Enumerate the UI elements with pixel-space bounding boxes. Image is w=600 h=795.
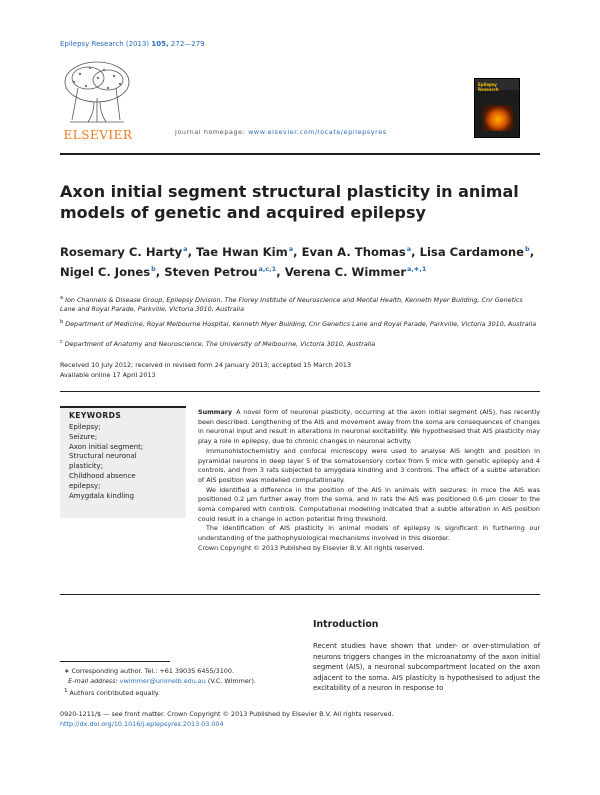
journal-year: (2013) [125, 40, 150, 48]
author[interactable]: Rosemary C. Harty$^a$, [60, 244, 192, 259]
author[interactable]: Lisa Cardamone$^b$, [419, 244, 535, 259]
keyword: Seizure; [69, 432, 98, 441]
section-heading-introduction: Introduction [313, 619, 379, 630]
keyword: Structural neuronal [69, 452, 137, 461]
abstract-paragraph: Summary A novel form of neuronal plasticity, occurring at the axon initial segment (AIS), has recently been described. Lengthening of the AIS and movement away from the soma are consequences of changes in neuronal input and result in alterations in neuronal excitability. We hypothesised that AIS plasticity may play a role in epilepsy, due to chronic changes in neuronal activity. [198, 408, 540, 446]
affiliation: $^a$ Ion Channels & Disease Group, Epilepsy Division, The Florey Institute of Neuroscience and Mental Health, Kenneth Myer Building, Cnr Genetics Lane and Royal Parade, Parkville, Victoria 3010, Australia [60, 295, 523, 314]
contribution-note: $^1$ Authors contributed equally. [64, 688, 160, 698]
author[interactable]: Evan A. Thomas$^a$, [301, 244, 416, 259]
author[interactable]: Nigel C. Jones$^b$, [60, 264, 161, 279]
journal-homepage [175, 128, 387, 136]
issn-line: 0920-1211/$ — see front matter. Crown Copyright © 2013 Published by Elsevier B.V. All rights reserved. [60, 710, 394, 718]
footnote-rule [60, 661, 170, 662]
abstract-paragraph: We identified a difference in the position of the AIS in animals with seizures: in mice the AIS was positioned 0.2 μm further away from the soma, and in rats the AIS was positioned 0.6 μm closer to the soma compared with controls. Computational modelling indicated that a subtle alteration in AIS position could result in a change in action potential firing threshold. [198, 485, 540, 523]
publisher-wordmark: ELSEVIER [63, 128, 133, 142]
keywords-list [69, 423, 183, 501]
journal-pages: 272—279 [170, 40, 205, 48]
abstract-lead: Summary [198, 408, 233, 416]
keyword: plasticity; [69, 462, 104, 471]
footnotes [60, 666, 300, 699]
received-dates: Received 10 July 2012; received in revised form 24 January 2013; accepted 15 March 2013 [60, 361, 352, 369]
email-note: E-mail address: vwimmer@unimelb.edu.au (V.C. Wimmer). [68, 677, 256, 686]
keyword: Axon initial segment; [69, 442, 144, 451]
cover-title: Epilepsy Research [478, 82, 499, 92]
keyword: Amygdala kindling [69, 491, 135, 500]
article-dates [60, 361, 351, 380]
homepage-link[interactable]: www.elsevier.com/locate/epilepsyres [248, 128, 387, 136]
author[interactable]: Verena C. Wimmer$^{a,∗,1}$ [284, 264, 427, 279]
homepage-label: journal homepage: [175, 128, 246, 136]
abstract-paragraph: Immunohistochemistry and confocal microscopy were used to analyse AIS length and position in pyramidal neurons in deep layer 5 of the somatosensory cortex from 5 mice with genetic epilepsy and 4 controls, and from 3 rats subjected to amygdala kindling and 3 controls. The effect of a subtle alteration of AIS position was modelled computationally. [198, 446, 540, 484]
online-date: Available online 17 April 2013 [60, 370, 156, 379]
abstract-rule [60, 594, 540, 595]
journal-volume: 105, [151, 40, 169, 48]
doi-link[interactable]: http://dx.doi.org/10.1016/j.eplepsyres.2013.03.004 [60, 720, 224, 728]
keywords-heading: KEYWORDS [69, 411, 122, 420]
front-matter-footer [60, 709, 540, 729]
keyword: Childhood absence [69, 471, 136, 480]
abstract-copyright: Crown Copyright © 2013 Published by Elsevier B.V. All rights reserved. [198, 543, 425, 552]
author[interactable]: Tae Hwan Kim$^a$, [196, 244, 298, 259]
journal-citation[interactable] [60, 40, 205, 48]
article-title: Axon initial segment structural plasticity in animal models of genetic and acquired epilepsy [60, 182, 519, 222]
email-link[interactable]: vwimmer@unimelb.edu.au [119, 677, 206, 686]
journal-cover-image [474, 78, 520, 138]
journal-name: Epilepsy Research [60, 40, 124, 48]
dates-rule [60, 391, 540, 392]
header-rule [60, 153, 540, 155]
affiliation: $^c$ Department of Anatomy and Neuroscience, The University of Melbourne, Victoria 3010, Australia [60, 339, 376, 349]
introduction-text: Recent studies have shown that under- or over-stimulation of neurons triggers changes in the microanatomy of the axon initial segment (AIS), a neuronal subcompartment located on the axon adjacent to the soma. AIS plasticity is hypothesised to adjust the excitability of a neuron in response to [313, 642, 540, 693]
keyword: epilepsy; [69, 481, 101, 490]
keyword: Epilepsy; [69, 423, 101, 431]
abstract [198, 408, 540, 554]
corresponding-author-note: ∗ Corresponding author. Tel.: +61 39035 6455/3100. [64, 667, 234, 675]
author[interactable]: Steven Petrou$^{a,c,1}$, [164, 264, 281, 279]
abstract-paragraph: The identification of AIS plasticity in animal models of epilepsy is significant in furthering our understanding of the pathophysiological mechanisms involved in this disorder. [198, 524, 540, 543]
author-list [60, 241, 540, 281]
affiliation: $^b$ Department of Medicine, Royal Melbourne Hospital, Kenneth Myer Building, Cnr Genetics Lane and Royal Parade, Parkville, Victoria 3010, Australia [60, 319, 537, 329]
